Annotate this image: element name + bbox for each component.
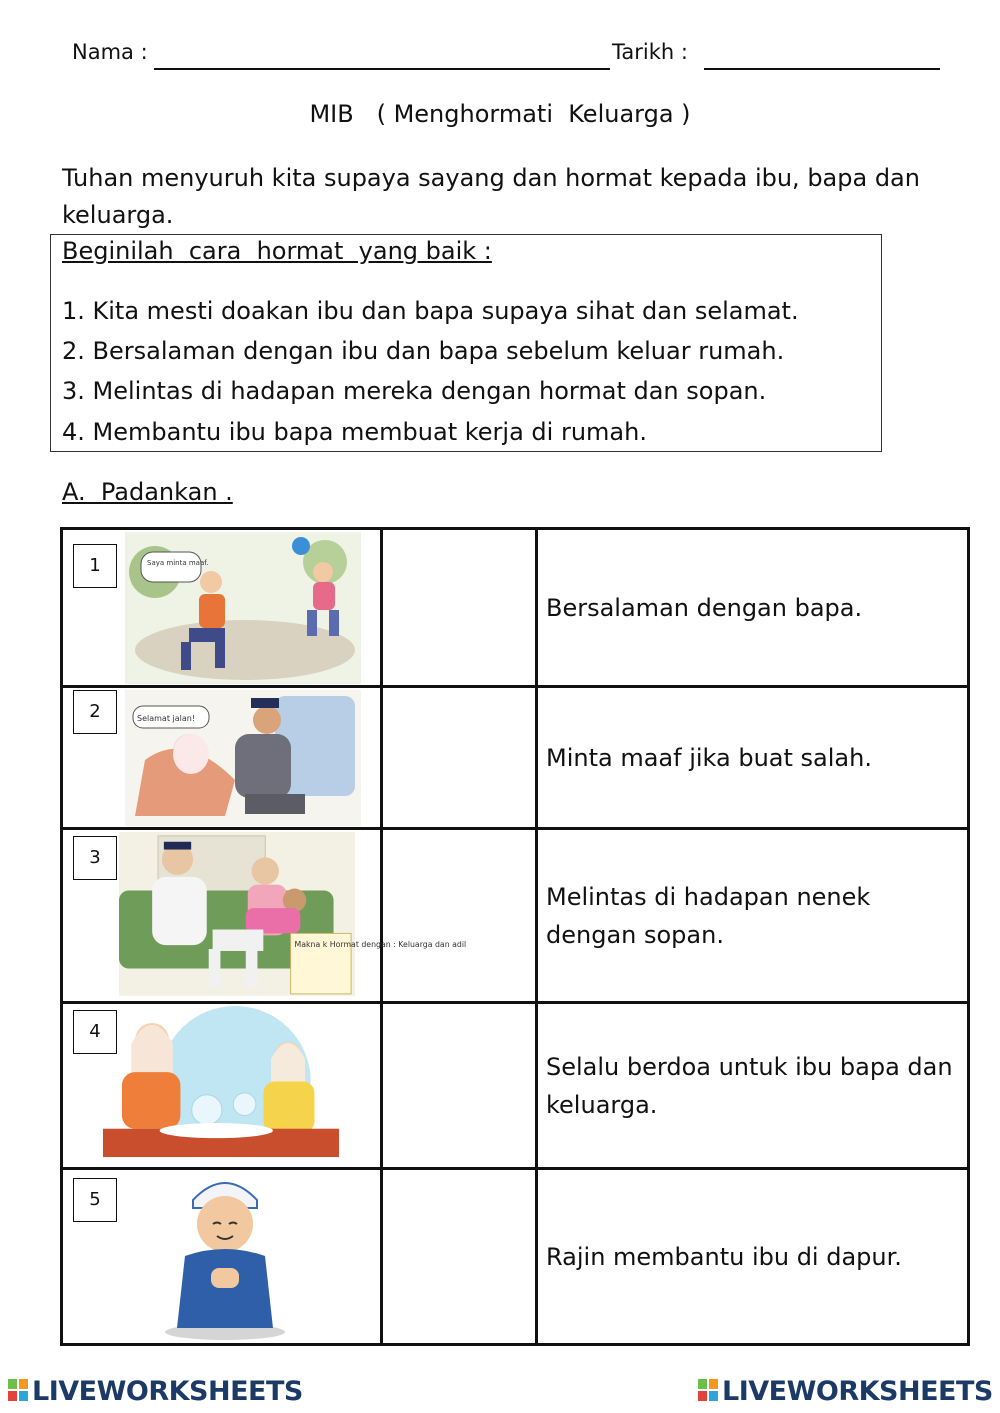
section-a-label: A. Padankan . (62, 478, 233, 506)
poster-text: Makna k Hormat dengan : Keluarga dan adil (294, 940, 467, 950)
number-box: 2 (73, 690, 117, 734)
matching-answer-cell[interactable] (382, 1003, 537, 1169)
rules-title: Beginilah cara hormat yang baik : (62, 237, 492, 265)
date-input-line[interactable] (704, 44, 940, 70)
statement-cell: Minta maaf jika buat salah. (537, 687, 969, 829)
liveworksheets-logo-left (8, 1376, 303, 1407)
liveworksheets-icon (8, 1379, 28, 1401)
table-row (62, 687, 969, 829)
table-row (62, 1169, 969, 1345)
number-box: 5 (73, 1178, 117, 1222)
page-title: MIB ( Menghormati Keluarga ) (309, 100, 691, 128)
greeting-father-illustration (125, 690, 361, 826)
children-playing-illustration (125, 532, 361, 684)
number-box: 3 (73, 836, 117, 880)
picture-cell (62, 829, 467, 1003)
statement-cell: Bersalaman dengan bapa. (537, 529, 969, 687)
rule-item: 2. Bersalaman dengan ibu dan bapa sebelum keluar rumah. (62, 337, 785, 365)
statement-cell: Rajin membantu ibu di dapur. (537, 1169, 969, 1345)
date-label: Tarikh : (612, 40, 688, 64)
matching-table (60, 527, 970, 1346)
rule-item: 3. Melintas di hadapan mereka dengan hormat dan sopan. (62, 377, 767, 405)
picture-cell (62, 687, 382, 829)
rule-item: 1. Kita mesti doakan ibu dan bapa supaya sihat dan selamat. (62, 297, 799, 325)
table-row (62, 829, 969, 1003)
washing-dishes-illustration (103, 1006, 339, 1157)
statement-cell: Selalu berdoa untuk ibu bapa dan keluarga. (537, 1003, 969, 1169)
number-box: 1 (73, 544, 117, 588)
picture-cell (62, 529, 382, 687)
speech-bubble-text: Selamat jalan! (137, 714, 196, 723)
statement-cell: Melintas di hadapan nenek dengan sopan. (537, 829, 969, 1003)
boy-praying-illustration (159, 1172, 291, 1342)
name-label: Nama : (72, 40, 148, 64)
liveworksheets-icon (698, 1379, 718, 1401)
number-box: 4 (73, 1010, 117, 1054)
passing-grandparents-illustration (119, 832, 467, 996)
picture-cell (62, 1003, 382, 1169)
table-row (62, 529, 969, 687)
intro-paragraph: Tuhan menyuruh kita supaya sayang dan hormat kepada ibu, bapa dan keluarga. (62, 164, 920, 229)
table-row (62, 1003, 969, 1169)
picture-cell (62, 1169, 382, 1345)
matching-answer-cell[interactable] (382, 687, 537, 829)
name-input-line[interactable] (154, 44, 610, 70)
matching-answer-cell[interactable] (382, 829, 537, 1003)
matching-answer-cell[interactable] (382, 1169, 537, 1345)
matching-answer-cell[interactable] (382, 529, 537, 687)
logo-text: LIVEWORKSHEETS (32, 1376, 303, 1407)
liveworksheets-logo-right (698, 1376, 993, 1407)
speech-bubble-text: Saya minta maaf. (147, 559, 209, 567)
logo-text: LIVEWORKSHEETS (722, 1376, 993, 1407)
rule-item: 4. Membantu ibu bapa membuat kerja di rumah. (62, 418, 647, 446)
